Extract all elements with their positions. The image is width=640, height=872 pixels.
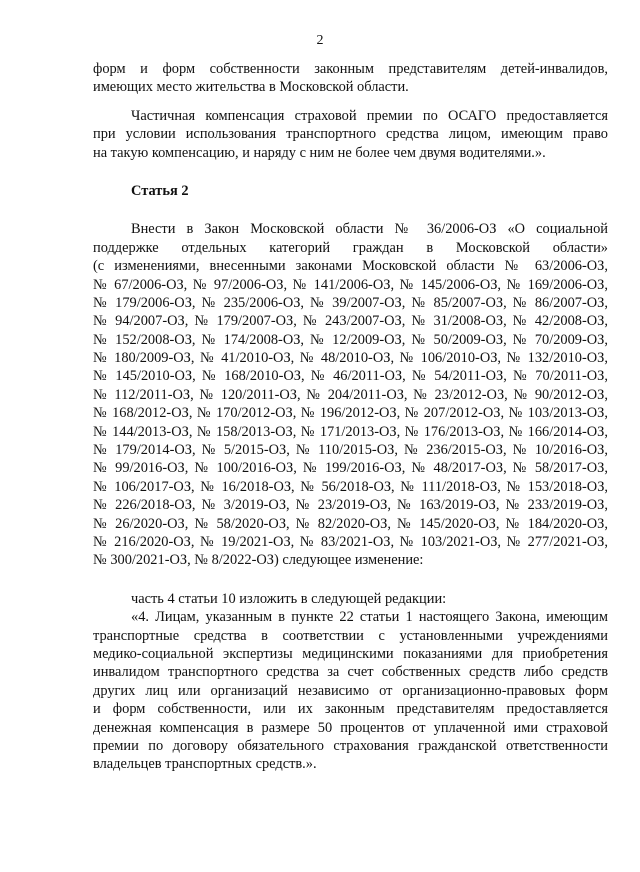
text-line: имеющих место жительства в Московской области. — [93, 79, 409, 96]
text-line: № 180/2009-ОЗ, № 41/2010-ОЗ, № 48/2010-ОЗ, № 106/2010-ОЗ, № 132/2010-ОЗ, — [93, 350, 608, 367]
text-line: № 226/2018-ОЗ, № 3/2019-ОЗ, № 23/2019-ОЗ, № 163/2019-ОЗ, № 233/2019-ОЗ, — [93, 497, 608, 514]
text-line: и форм собственности, или их законным представителям предоставляется — [93, 701, 608, 718]
text-line: денежная компенсация в размере 50 процентов от уплаченной ими страховой — [93, 719, 608, 736]
text-line: № 145/2010-ОЗ, № 168/2010-ОЗ, № 46/2011-ОЗ, № 54/2011-ОЗ, № 70/2011-ОЗ, — [93, 368, 608, 385]
text-line: часть 4 статьи 10 изложить в следующей редакции: — [131, 590, 447, 607]
text-line: № 99/2016-ОЗ, № 100/2016-ОЗ, № 199/2016-ОЗ, № 48/2017-ОЗ, № 58/2017-ОЗ, — [93, 460, 608, 477]
text-line: на такую компенсацию, и наряду с ним не более чем двумя водителями.». — [93, 144, 546, 161]
text-line: Внести в Закон Московской области № 36/2006-ОЗ «О социальной — [131, 221, 608, 238]
paragraph-continuation — [93, 60, 608, 97]
text-line: № 179/2014-ОЗ, № 5/2015-ОЗ, № 110/2015-ОЗ, № 236/2015-ОЗ, № 10/2016-ОЗ, — [93, 442, 608, 459]
paragraph-new-wording — [93, 608, 608, 774]
document-body — [93, 60, 608, 774]
text-line: Частичная компенсация страховой премии по ОСАГО предоставляется — [131, 107, 608, 124]
text-line: № 152/2008-ОЗ, № 174/2008-ОЗ, № 12/2009-ОЗ, № 50/2009-ОЗ, № 70/2009-ОЗ, — [93, 331, 608, 348]
text-line: № 216/2020-ОЗ, № 19/2021-ОЗ, № 83/2021-ОЗ, № 103/2021-ОЗ, № 277/2021-ОЗ, — [93, 533, 608, 550]
text-line: (с изменениями, внесенными законами Московской области № 63/2006-ОЗ, — [93, 258, 608, 275]
text-line: № 179/2006-ОЗ, № 235/2006-ОЗ, № 39/2007-ОЗ, № 85/2007-ОЗ, № 86/2007-ОЗ, — [93, 294, 608, 311]
text-line: «4. Лицам, указанным в пункте 22 статьи 1 настоящего Закона, имеющим — [131, 609, 608, 626]
paragraph-amendment-intro — [93, 220, 608, 569]
paragraph-compensation-condition — [93, 107, 608, 162]
article-heading-block — [93, 182, 608, 200]
text-line: других лиц или организаций независимо от организационно-правовых форм — [93, 682, 608, 699]
page-number: 2 — [316, 33, 324, 48]
text-line: № 67/2006-ОЗ, № 97/2006-ОЗ, № 141/2006-ОЗ, № 145/2006-ОЗ, № 169/2006-ОЗ, — [93, 276, 608, 293]
text-line: медико-социальной экспертизы медицинскими показаниями для приобретения — [93, 645, 608, 662]
text-line: транспортные средства в соответствии с установленными учреждениями — [93, 627, 608, 644]
text-line: № 26/2020-ОЗ, № 58/2020-ОЗ, № 82/2020-ОЗ, № 145/2020-ОЗ, № 184/2020-ОЗ, — [93, 515, 608, 532]
text-line: № 112/2011-ОЗ, № 120/2011-ОЗ, № 204/2011-ОЗ, № 23/2012-ОЗ, № 90/2012-ОЗ, — [93, 386, 608, 403]
text-line: № 106/2017-ОЗ, № 16/2018-ОЗ, № 56/2018-ОЗ, № 111/2018-ОЗ, № 153/2018-ОЗ, — [93, 478, 608, 495]
text-line: № 168/2012-ОЗ, № 170/2012-ОЗ, № 196/2012-ОЗ, № 207/2012-ОЗ, № 103/2013-ОЗ, — [93, 405, 608, 422]
text-line: владельцев транспортных средств.». — [93, 756, 317, 773]
text-line: № 94/2007-ОЗ, № 179/2007-ОЗ, № 243/2007-ОЗ, № 31/2008-ОЗ, № 42/2008-ОЗ, — [93, 313, 608, 330]
text-line: премии по договору обязательного страхования гражданской ответственности — [93, 737, 608, 754]
text-line: поддержке отдельных категорий граждан в Московской области» — [93, 239, 608, 256]
text-line: форм и форм собственности законным представителям детей-инвалидов, — [93, 61, 608, 77]
text-line: № 144/2013-ОЗ, № 158/2013-ОЗ, № 171/2013-ОЗ, № 176/2013-ОЗ, № 166/2014-ОЗ, — [93, 423, 608, 440]
text-line: № 300/2021-ОЗ, № 8/2022-ОЗ) следующее изменение: — [93, 552, 424, 569]
text-line: инвалидом транспортного средства за счет собственных средств либо средств — [93, 664, 608, 681]
article-heading: Статья 2 — [131, 182, 189, 199]
text-line: при условии использования транспортного средства лицом, имеющим право — [93, 126, 608, 143]
paragraph-amendment-instruction — [93, 590, 608, 608]
